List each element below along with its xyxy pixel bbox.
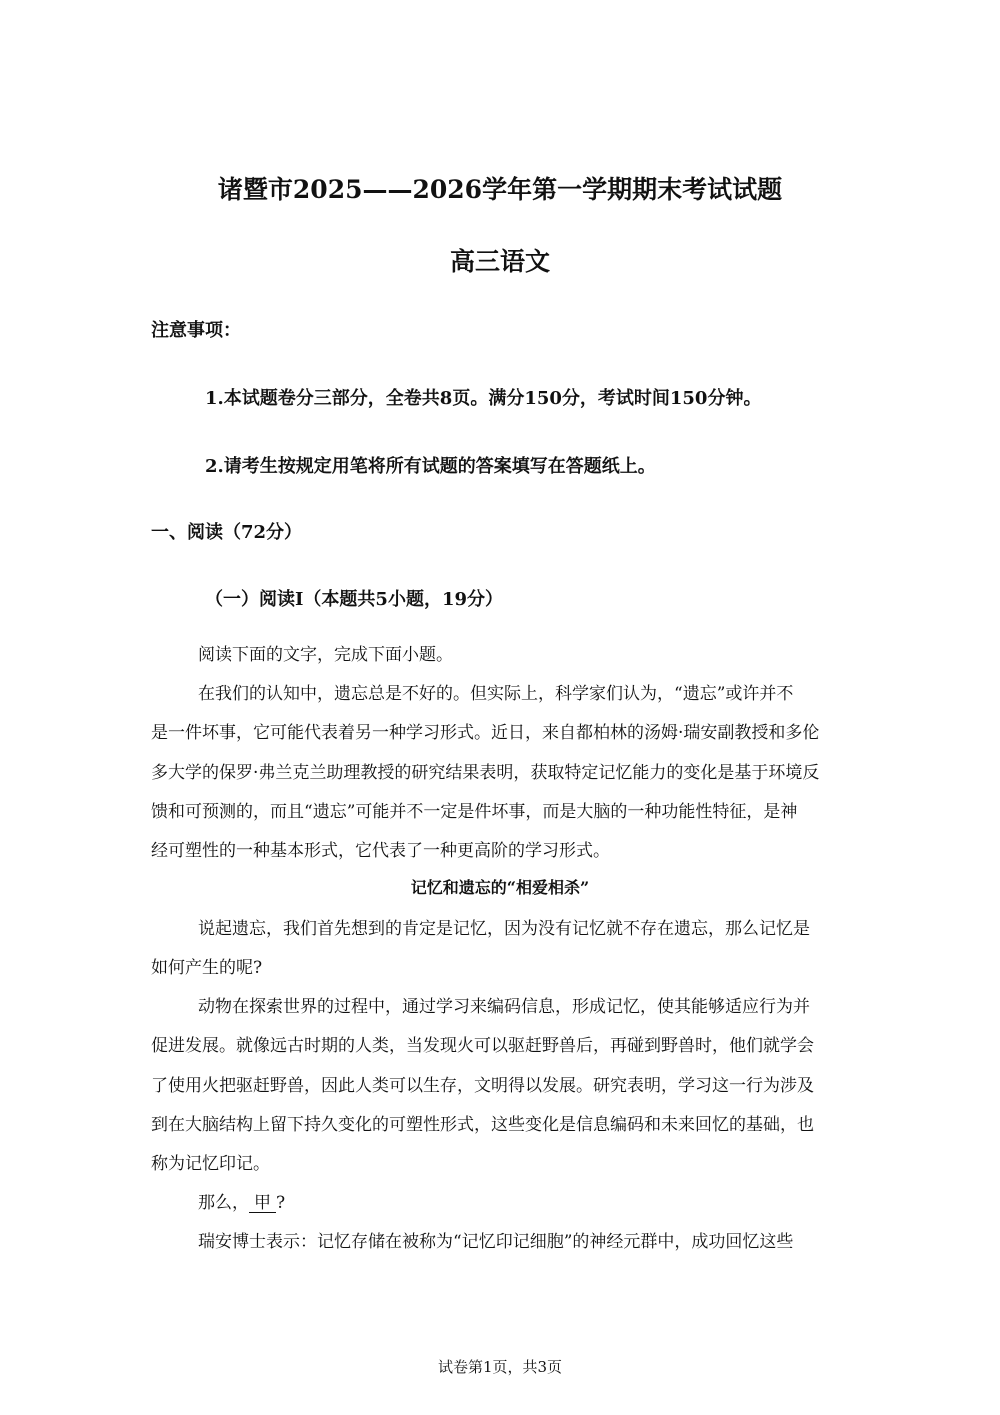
para1-line: 是一件坏事，它可能代表着另一种学习形式。近日，来自都柏林的汤姆·瑞安副教授和多伦: [151, 723, 820, 743]
fill-in-blank: 甲: [249, 1194, 276, 1213]
section-heading: 一、阅读（72分）: [151, 522, 303, 543]
para1-line: 在我们的认知中，遗忘总是不好的。但实际上，科学家们认为，“遗忘”或许并不: [198, 684, 794, 704]
para3-line: 动物在探索世界的过程中，通过学习来编码信息，形成记忆，使其能够适应行为并: [198, 997, 810, 1017]
para3-line: 到在大脑结构上留下持久变化的可塑性形式，这些变化是信息编码和未来回忆的基础，也: [151, 1115, 814, 1135]
article-subtitle: 记忆和遗忘的“相爱相杀”: [410, 878, 590, 897]
notice-heading: 注意事项：: [151, 320, 241, 341]
para4-prefix: 那么，: [198, 1193, 249, 1213]
para4-suffix: ?: [276, 1193, 286, 1213]
para3-line: 促进发展。就像远古时期的人类，当发现火可以驱赶野兽后，再碰到野兽时，他们就学会: [151, 1036, 814, 1056]
para5-line: 瑞安博士表示：记忆存储在被称为“记忆印记细胞”的神经元群中，成功回忆这些: [198, 1232, 794, 1252]
para4-line: [198, 1188, 285, 1213]
para1-line: 馈和可预测的，而且“遗忘”可能并不一定是件坏事，而是大脑的一种功能性特征，是神: [151, 802, 798, 822]
para2-line: 如何产生的呢?: [151, 958, 263, 978]
instruction: 阅读下面的文字，完成下面小题。: [198, 645, 453, 665]
notice-item-2: 2.请考生按规定用笔将所有试题的答案填写在答题纸上。: [205, 456, 656, 477]
subject-title: 高三语文: [449, 247, 550, 276]
subsection-heading: （一）阅读Ⅰ（本题共5小题，19分）: [205, 589, 503, 610]
para2-line: 说起遗忘，我们首先想到的肯定是记忆，因为没有记忆就不存在遗忘，那么记忆是: [198, 919, 810, 939]
exam-title: 诸暨市2025——2026学年第一学期期末考试试题: [217, 175, 783, 204]
notice-item-1: 1.本试题卷分三部分，全卷共8页。满分150分，考试时间150分钟。: [205, 388, 762, 409]
para1-line: 多大学的保罗·弗兰克兰助理教授的研究结果表明，获取特定记忆能力的变化是基于环境反: [151, 763, 820, 783]
para1-line: 经可塑性的一种基本形式，它代表了一种更高阶的学习形式。: [151, 841, 610, 861]
para3-line: 称为记忆印记。: [151, 1154, 270, 1174]
page-footer: 试卷第1页，共3页: [437, 1358, 563, 1376]
para3-line: 了使用火把驱赶野兽，因此人类可以生存，文明得以发展。研究表明，学习这一行为涉及: [151, 1076, 814, 1096]
